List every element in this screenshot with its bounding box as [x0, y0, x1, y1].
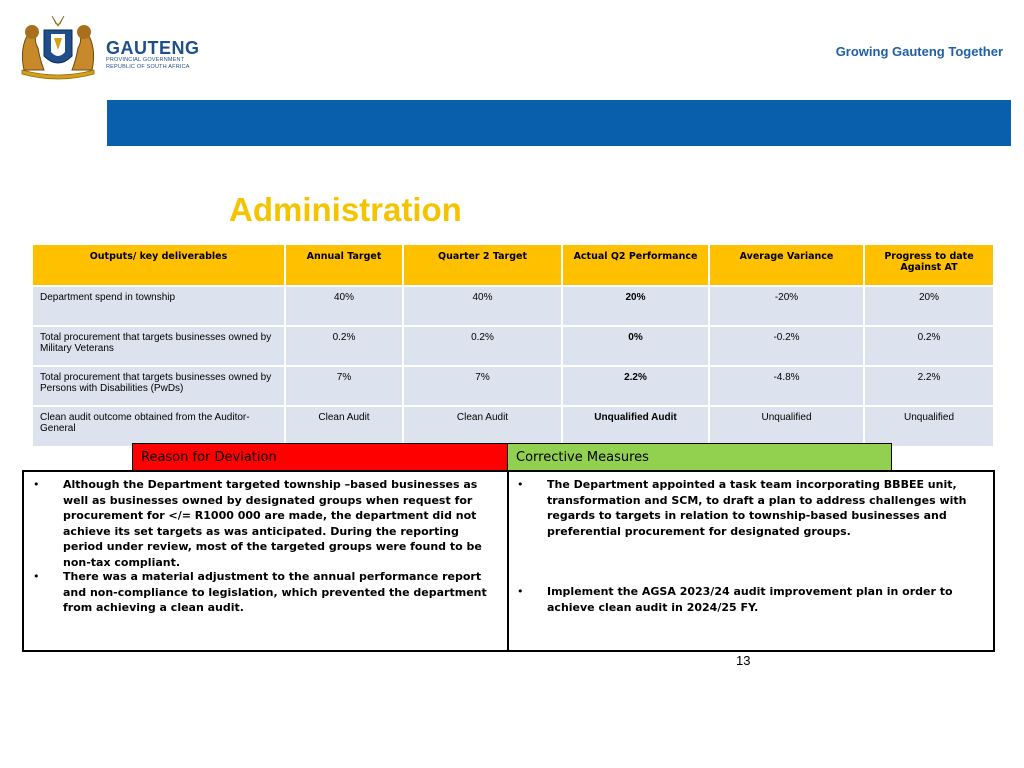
table-cell: -20% [709, 286, 864, 326]
table-cell: -0.2% [709, 326, 864, 366]
table-cell: Unqualified Audit [562, 406, 709, 447]
table-cell: 0% [562, 326, 709, 366]
table-cell: Clean audit outcome obtained from the Auditor-General [32, 406, 285, 447]
table-header-row [32, 244, 994, 286]
table-cell: Unqualified [709, 406, 864, 447]
reason-text: Although the Department targeted township –based businesses as well as businesses owned by designated groups when request for procurement for </= R1000 000 are made, the department did not achieve its set targets as was anticipated. During the reporting period under review, most of the targeted groups were found to be non-tax compliant. [63, 478, 482, 569]
table-cell: Total procurement that targets businesses owned by Persons with Disabilities (PwDs) [32, 366, 285, 406]
measure-text: The Department appointed a task team incorporating BBBEE unit, transformation and SCM, to draft a plan to address challenges with regards to targets in relation to township-based businesses and preferential procurement for designated groups. [547, 478, 967, 538]
table-cell: Clean Audit [285, 406, 403, 447]
table-row [32, 366, 994, 406]
page-number: 13 [736, 653, 751, 668]
column-header: Average Variance [709, 244, 864, 286]
deviation-divider [507, 470, 509, 650]
page-title: Administration [229, 191, 462, 228]
table-cell: 20% [562, 286, 709, 326]
table-cell: Department spend in township [32, 286, 285, 326]
measure-item [517, 584, 975, 615]
reason-item [33, 569, 488, 616]
table-cell: 20% [864, 286, 994, 326]
bullet-icon: • [33, 478, 40, 491]
bullet-icon: • [517, 478, 524, 491]
table-row [32, 326, 994, 366]
tagline: Growing Gauteng Together [835, 44, 1003, 59]
coat-of-arms-icon [10, 12, 106, 80]
table-cell: 40% [285, 286, 403, 326]
table-cell: Unqualified [864, 406, 994, 447]
corrective-measures-header [507, 443, 892, 471]
corrective-header-label: Corrective Measures [516, 450, 649, 465]
bullet-icon: • [33, 570, 40, 583]
reason-item [33, 477, 488, 570]
measure-text: Implement the AGSA 2023/24 audit improvement plan in order to achieve clean audit in 2024/25 FY. [547, 585, 953, 614]
reason-text: There was a material adjustment to the annual performance report and non-compliance to legislation, which prevented the department from achieving a clean audit. [63, 570, 487, 614]
reason-for-deviation-header [132, 443, 508, 471]
column-header: Progress to date Against AT [864, 244, 994, 286]
performance-table [31, 243, 995, 448]
table-cell: 0.2% [403, 326, 562, 366]
logo-wordmark [106, 39, 200, 71]
measure-item [517, 477, 975, 539]
column-header: Outputs/ key deliverables [32, 244, 285, 286]
logo-country: REPUBLIC OF SOUTH AFRICA [106, 64, 190, 70]
header-banner [107, 100, 1011, 146]
table-cell: Total procurement that targets businesses owned by Military Veterans [32, 326, 285, 366]
table-cell: -4.8% [709, 366, 864, 406]
reason-header-label: Reason for Deviation [141, 450, 277, 465]
table-row [32, 286, 994, 326]
table-cell: 40% [403, 286, 562, 326]
logo-subtitle: PROVINCIAL GOVERNMENT [106, 57, 185, 63]
column-header: Annual Target [285, 244, 403, 286]
table-cell: 7% [403, 366, 562, 406]
table-cell: 0.2% [864, 326, 994, 366]
table-cell: 0.2% [285, 326, 403, 366]
table-cell: 7% [285, 366, 403, 406]
column-header: Quarter 2 Target [403, 244, 562, 286]
logo-main-text: GAUTENG [106, 38, 200, 58]
column-header: Actual Q2 Performance [562, 244, 709, 286]
table-row [32, 406, 994, 447]
table-cell: 2.2% [562, 366, 709, 406]
bullet-icon: • [517, 585, 524, 598]
table-cell: 2.2% [864, 366, 994, 406]
table-cell: Clean Audit [403, 406, 562, 447]
